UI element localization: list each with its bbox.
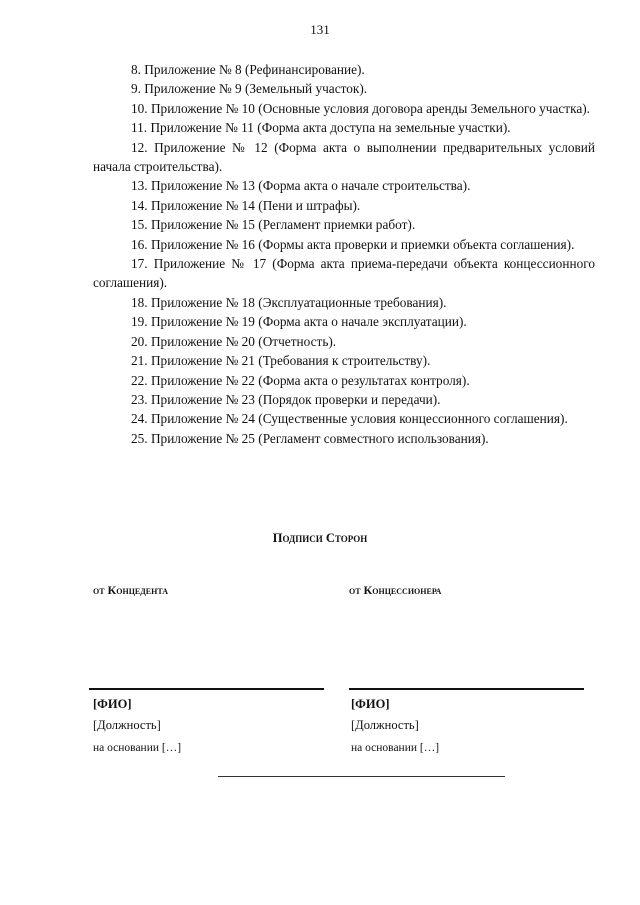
annex-item: 16. Приложение № 16 (Формы акта проверки и приемки объекта соглашения).	[131, 236, 575, 252]
annex-item: 9. Приложение № 9 (Земельный участок).	[131, 81, 368, 97]
annex-item: 15. Приложение № 15 (Регламент приемки работ).	[131, 217, 416, 233]
annex-item: 18. Приложение № 18 (Эксплуатационные требования).	[131, 294, 447, 310]
annex-list	[93, 60, 595, 448]
annex-item: 14. Приложение № 14 (Пени и штрафы).	[131, 197, 361, 213]
annex-item: 21. Приложение № 21 (Требования к строительству).	[131, 353, 431, 369]
signatures-title: Подписи Сторон	[272, 531, 368, 545]
annex-item: 11. Приложение № 11 (Форма акта доступа на земельные участки).	[131, 120, 511, 136]
grantor-basis-text: на основании […]	[93, 742, 182, 754]
annex-item: 13. Приложение № 13 (Форма акта о начале строительства).	[131, 178, 471, 194]
annex-item: 20. Приложение № 20 (Отчетность).	[131, 333, 337, 349]
grantor-party-label: от Концедента	[93, 583, 169, 597]
concessionaire-position-placeholder: [Должность]	[351, 718, 419, 732]
page-number: 131	[310, 22, 330, 37]
annex-item: 12. Приложение № 12 (Форма акта о выполнении предварительных условий начала строительства).	[93, 139, 595, 175]
annex-item: 8. Приложение № 8 (Рефинансирование).	[131, 62, 365, 77]
grantor-signature-line	[89, 688, 324, 690]
annex-item: 19. Приложение № 19 (Форма акта о начале эксплуатации).	[131, 314, 467, 330]
annex-item: 24. Приложение № 24 (Существенные условия концессионного соглашения).	[131, 411, 568, 427]
concessionaire-party-label: от Концессионера	[349, 583, 442, 597]
concessionaire-signature-line	[349, 688, 584, 690]
concessionaire-basis-text: на основании […]	[351, 742, 440, 754]
annex-item: 25. Приложение № 25 (Регламент совместного использования).	[131, 430, 489, 446]
grantor-name-placeholder: [ФИО]	[93, 697, 132, 711]
bottom-divider	[218, 776, 505, 777]
grantor-position-placeholder: [Должность]	[93, 718, 161, 732]
annex-item: 10. Приложение № 10 (Основные условия договора аренды Земельного участка).	[131, 100, 590, 116]
concessionaire-name-placeholder: [ФИО]	[351, 697, 390, 711]
annex-item: 23. Приложение № 23 (Порядок проверки и передачи).	[131, 391, 441, 407]
annex-item: 22. Приложение № 22 (Форма акта о результатах контроля).	[131, 372, 470, 388]
annex-item: 17. Приложение № 17 (Форма акта приема-передачи объекта концессионного соглашения).	[93, 256, 595, 291]
